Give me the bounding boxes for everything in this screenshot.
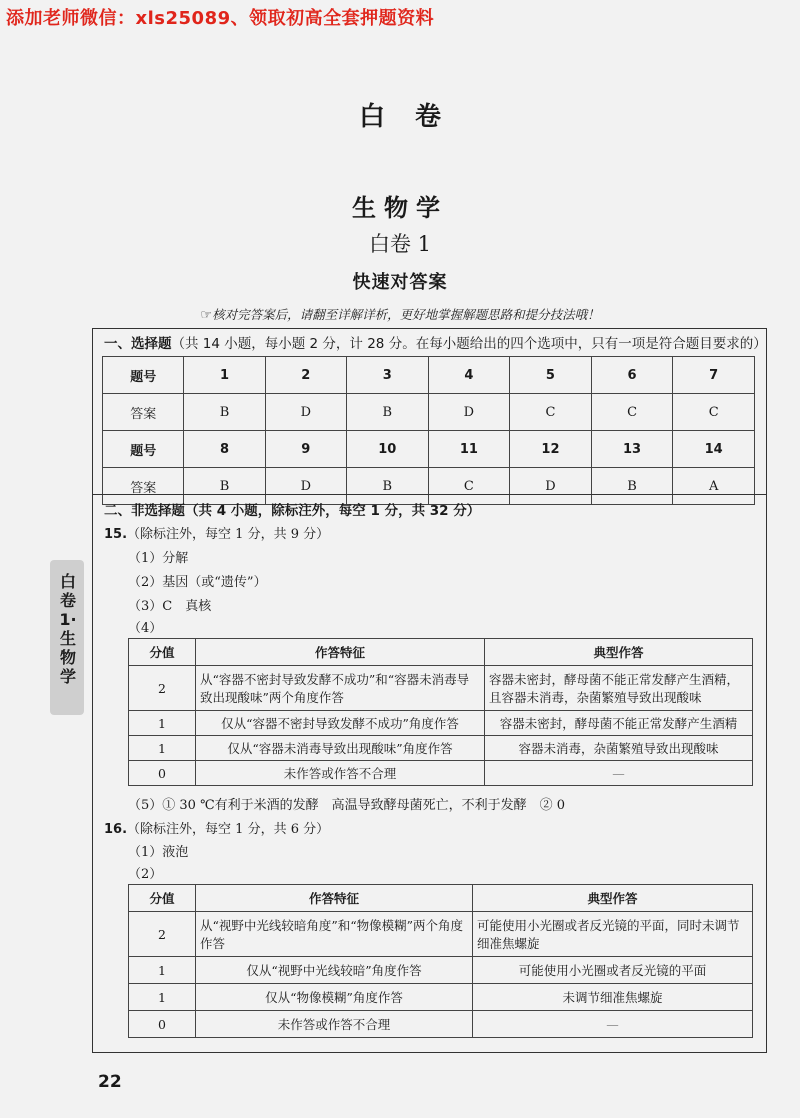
question-number: 8 (184, 431, 265, 468)
answer-cell: B (346, 468, 428, 505)
answer-cell: C (428, 468, 510, 505)
question-number: 6 (591, 357, 673, 394)
column-header: 典型作答 (473, 885, 753, 912)
page-number: 22 (98, 1072, 122, 1092)
q15-scoring-table (128, 638, 753, 786)
table-row (129, 639, 753, 666)
tip-text: 核对完答案后，请翻至详解详析，更好地掌握解题思路和提分技法哦！ (212, 307, 600, 322)
q16-scoring-table (128, 884, 753, 1038)
feature-cell: 未作答或作答不合理 (196, 1011, 473, 1038)
answer-cell: B (346, 394, 428, 431)
answer-cell: C (673, 394, 755, 431)
column-header: 典型作答 (485, 639, 753, 666)
answer-cell: D (428, 394, 510, 431)
column-header: 作答特征 (196, 639, 485, 666)
table-row (129, 912, 753, 957)
q15-line1: （1）分解 (128, 551, 189, 566)
question-number: 9 (265, 431, 346, 468)
answer-cell: A (673, 468, 755, 505)
table-row (103, 394, 755, 431)
feature-cell: 仅从“物像模糊”角度作答 (196, 984, 473, 1011)
quick-answer-heading: 快速对答案 (352, 272, 448, 293)
section-divider (92, 494, 767, 495)
q16-note: （除标注外，每空 1 分，共 6 分） (127, 822, 330, 837)
q16-number: 16. (104, 822, 128, 837)
table-row (129, 957, 753, 984)
header-cell: 题号 (103, 357, 184, 394)
paper-title: 白卷 1 (368, 232, 432, 256)
answer-cell: — (473, 1011, 753, 1038)
answer-cell: — (485, 761, 753, 786)
q15-line4: （4） (128, 621, 163, 636)
answer-cell: B (591, 468, 673, 505)
feature-cell: 仅从“视野中光线较暗”角度作答 (196, 957, 473, 984)
question-number: 1 (184, 357, 265, 394)
table-row (129, 984, 753, 1011)
q15-line5: （5）① 30 ℃有利于米酒的发酵 高温导致酵母菌死亡，不利于发酵 ② 0 (128, 798, 566, 813)
question-number: 13 (591, 431, 673, 468)
table-row (103, 431, 755, 468)
question-number: 7 (673, 357, 755, 394)
question-number: 5 (510, 357, 592, 394)
answer-cell: B (184, 468, 265, 505)
question-number: 4 (428, 357, 510, 394)
q15-note: （除标注外，每空 1 分，共 9 分） (127, 527, 330, 542)
table-row (129, 761, 753, 786)
answer-cell: 未调节细准焦螺旋 (473, 984, 753, 1011)
section1-desc: （共 14 小题，每小题 2 分，计 28 分。在每小题给出的四个选项中，只有一项是符合题目要求的） (171, 336, 767, 352)
section1-title: 一、选择题 (104, 336, 172, 352)
section-title: 白卷 (358, 102, 471, 132)
q16-header (104, 818, 329, 837)
q15-header (104, 523, 329, 542)
table-row (129, 711, 753, 736)
question-number: 2 (265, 357, 346, 394)
column-header: 分值 (129, 885, 196, 912)
column-header: 作答特征 (196, 885, 473, 912)
table-row (129, 666, 753, 711)
q16-line2: （2） (128, 867, 163, 882)
answer-cell: D (265, 468, 346, 505)
question-number: 3 (346, 357, 428, 394)
side-tab-label: 白卷1·生物学 (59, 572, 77, 686)
table-row (129, 736, 753, 761)
header-cell: 题号 (103, 431, 184, 468)
question-number: 12 (510, 431, 592, 468)
score-cell: 2 (129, 666, 196, 711)
header-cell: 答案 (103, 468, 184, 505)
q15-number: 15. (104, 527, 128, 542)
answer-cell: D (510, 468, 592, 505)
score-cell: 1 (129, 736, 196, 761)
answer-cell: 容器未消毒，杂菌繁殖导致出现酸味 (485, 736, 753, 761)
section1-heading (104, 332, 767, 352)
q15-line2: （2）基因（或“遗传”） (128, 575, 267, 590)
feature-cell: 仅从“容器不密封导致发酵不成功”角度作答 (196, 711, 485, 736)
feature-cell: 从“视野中光线较暗角度”和“物像模糊”两个角度作答 (196, 912, 473, 957)
table-row (103, 357, 755, 394)
question-number: 14 (673, 431, 755, 468)
score-cell: 2 (129, 912, 196, 957)
header-cell: 答案 (103, 394, 184, 431)
table-row (129, 1011, 753, 1038)
section2-heading: 二、非选择题（共 4 小题，除标注外，每空 1 分，共 32 分） (104, 503, 481, 519)
answer-cell: 容器未密封，酵母菌不能正常发酵产生酒精，且容器未消毒，杂菌繁殖导致出现酸味 (485, 666, 753, 711)
answer-cell: 可能使用小光圈或者反光镜的平面，同时未调节细准焦螺旋 (473, 912, 753, 957)
pointing-hand-icon: ☞ (200, 308, 213, 323)
score-cell: 1 (129, 984, 196, 1011)
choice-answer-table (102, 356, 755, 505)
watermark-text: 添加老师微信：xls25089、领取初高全套押题资料 (6, 8, 435, 29)
feature-cell: 从“容器不密封导致发酵不成功”和“容器未消毒导致出现酸味”两个角度作答 (196, 666, 485, 711)
subject-title: 生物学 (352, 193, 448, 222)
q16-line1: （1）液泡 (128, 845, 189, 860)
score-cell: 0 (129, 1011, 196, 1038)
answer-cell: C (591, 394, 673, 431)
answer-cell: B (184, 394, 265, 431)
answer-cell: C (510, 394, 592, 431)
question-number: 11 (428, 431, 510, 468)
score-cell: 1 (129, 711, 196, 736)
score-cell: 0 (129, 761, 196, 786)
column-header: 分值 (129, 639, 196, 666)
answer-cell: 容器未密封，酵母菌不能正常发酵产生酒精 (485, 711, 753, 736)
question-number: 10 (346, 431, 428, 468)
score-cell: 1 (129, 957, 196, 984)
table-row (129, 885, 753, 912)
feature-cell: 仅从“容器未消毒导致出现酸味”角度作答 (196, 736, 485, 761)
answer-cell: 可能使用小光圈或者反光镜的平面 (473, 957, 753, 984)
q15-line3: （3）C 真核 (128, 599, 212, 614)
feature-cell: 未作答或作答不合理 (196, 761, 485, 786)
tip-line (0, 305, 800, 323)
answer-cell: D (265, 394, 346, 431)
